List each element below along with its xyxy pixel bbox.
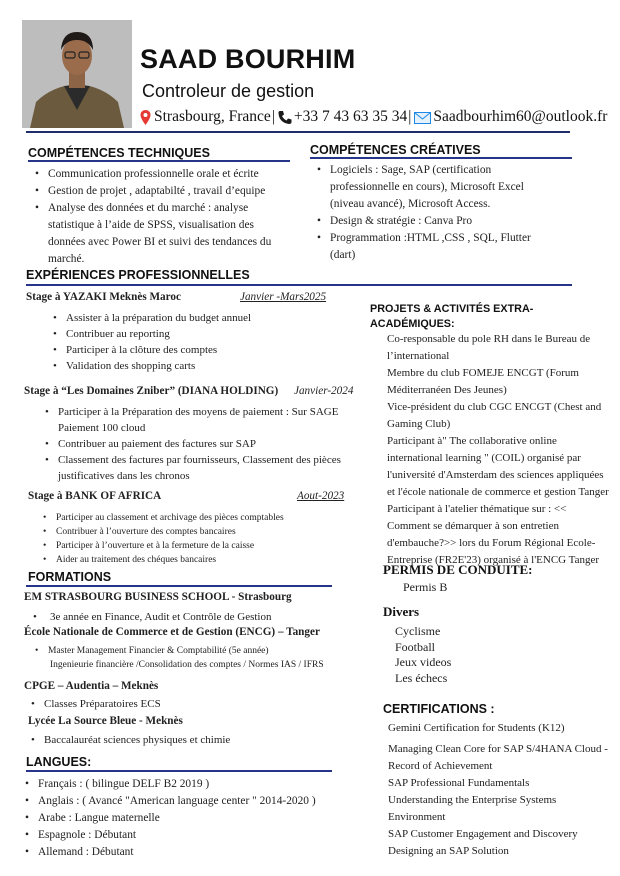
list-item: • Classes Préparatoires ECS (28, 696, 328, 712)
contact-line (140, 108, 607, 126)
stage-title-bank-of-africa: Stage à BANK OF AFRICA (28, 490, 162, 502)
formation-detail-encg: Ingenieurie financière /Consolidation des comptes / Normes IAS / IFRS (50, 660, 324, 670)
job-title: Controleur de gestion (142, 81, 315, 101)
stage-list-zniber (42, 404, 342, 484)
section-title-langues: LANGUES: (26, 755, 92, 769)
divers-item: Football (395, 639, 436, 654)
list-item: • Participer à l’ouverture et à la fermeture de la caisse (40, 539, 340, 553)
competences-techniques-list (32, 166, 282, 268)
list-item: • Espagnole : Débutant (22, 827, 362, 844)
list-item: • Français : ( bilingue DELF B2 2019 ) (22, 776, 362, 793)
divers-list (395, 624, 451, 686)
formation-list-lycee (28, 732, 328, 748)
projet-item: Co-responsable du pole RH dans le Bureau de l’international (387, 333, 591, 362)
section-underline (28, 160, 290, 162)
projets-list (387, 331, 609, 569)
phone-icon (277, 110, 293, 125)
section-title-projets-line2: ACADÉMIQUES: (370, 318, 455, 330)
list-item: • Classement des factures par fournisseurs, Classement des pièces justificatives dans les chronos (42, 452, 342, 484)
stage-list-bank-of-africa (40, 511, 340, 567)
formation-list-cpge (28, 696, 328, 712)
projet-item: Membre du club FOMEJE ENCGT (Forum Méditerranéen Des Jeunes) (387, 367, 579, 396)
langues-list (22, 776, 362, 861)
stage-date-bank-of-africa: Aout-2023 (297, 490, 345, 502)
divers-item: Cyclisme (395, 624, 441, 638)
list-item: • Analyse des données et du marché : analyse statistique à l’aide de SPSS, visualisation des données avec Power BI et suivi des tendances du marché. (32, 200, 282, 268)
divers-item: Jeux videos (395, 655, 452, 669)
certification-item: Understanding the Enterprise Systems Environment (388, 794, 557, 823)
list-item: • Design & stratégie : Canva Pro (314, 213, 554, 230)
list-item: • Validation des shopping carts (50, 358, 340, 374)
list-item: • Arabe : Langue maternelle (22, 810, 362, 827)
certification-item: Gemini Certification for Students (K12) (388, 722, 565, 734)
section-underline (26, 585, 332, 587)
section-title-permis: PERMIS DE CONDUITE: (383, 562, 533, 577)
list-item: • Anglais : ( Avancé "American language center " 2014-2020 ) (22, 793, 362, 810)
stage-title-yazaki: Stage à YAZAKI Meknès Maroc (26, 291, 181, 303)
location-pin-icon (140, 110, 151, 125)
formation-school-em-strasbourg: EM STRASBOURG BUSINESS SCHOOL - Strasbourg (24, 591, 292, 603)
list-item: • Master Management Financier & Comptabilité (5e année) (32, 644, 362, 658)
list-item: • Participer à la clôture des comptes (50, 342, 340, 358)
list-item: • Participer au classement et archivage des pièces comptables (40, 511, 340, 525)
separator: | (271, 108, 275, 125)
section-title-formations: FORMATIONS (28, 570, 112, 584)
candidate-name: SAAD BOURHIM (140, 44, 356, 74)
certification-item: Managing Clean Core for SAP S/4HANA Cloud - Record of Achievement (388, 743, 608, 772)
certification-item: SAP Customer Engagement and Discovery (388, 828, 578, 840)
list-item: • Allemand : Débutant (22, 844, 362, 861)
section-underline (26, 770, 332, 772)
list-item: • Communication professionnelle orale et écrite (32, 166, 282, 183)
section-title-competences-techniques: COMPÉTENCES TECHNIQUES (28, 146, 210, 160)
stage-date-yazaki: Janvier -Mars2025 (240, 291, 327, 303)
email-address[interactable]: Saadbourhim60@outlook.fr (433, 108, 608, 125)
section-title-projets: PROJETS & ACTIVITÉS EXTRA- (370, 303, 534, 315)
list-item: • Contribuer au reporting (50, 326, 340, 342)
divers-item: Les échecs (395, 670, 448, 685)
list-item: • Assister à la préparation du budget annuel (50, 310, 340, 326)
list-item: • Logiciels : Sage, SAP (certification professionnelle en cours), Microsoft Excel (niveau avancé), Microsoft Access. (314, 162, 554, 213)
section-title-certifications: CERTIFICATIONS : (383, 702, 495, 716)
formation-list-em-strasbourg (30, 609, 340, 625)
email-icon (414, 111, 431, 123)
list-item: • Participer à la Préparation des moyens de paiement : Sur SAGE Paiement 100 cloud (42, 404, 342, 436)
section-underline (310, 157, 572, 159)
permis-value: Permis B (403, 580, 448, 594)
list-item: • Aider au traitement des chéques bancaires (40, 553, 340, 567)
certification-item: SAP Professional Fundamentals (388, 777, 530, 789)
list-item: • 3e année en Finance, Audit et Contrôle de Gestion (30, 609, 340, 625)
projet-item: Vice-président du club CGC ENCGT (Chest and Gaming Club) (387, 401, 602, 430)
header-divider (26, 131, 570, 133)
separator: | (408, 108, 412, 125)
formation-school-cpge: CPGE – Audentia – Meknès (24, 680, 159, 692)
projet-item: Participant à l'atelier thématique sur : << Comment se démarquer à son entretien d'embauche?>> lors du Forum Régional Ecole- Entreprise (FR2E'23) organisé à l'ENCG Tanger (387, 503, 600, 566)
formation-school-lycee: Lycée La Source Bleue - Meknès (28, 715, 183, 727)
list-item: • Baccalauréat sciences physiques et chimie (28, 732, 328, 748)
formation-list-encg (32, 644, 362, 658)
stage-title-zniber: Stage à “Les Domaines Zniber” (DIANA HOLDING) (24, 385, 279, 397)
section-title-competences-creatives: COMPÉTENCES CRÉATIVES (310, 143, 481, 157)
certifications-list (388, 720, 613, 860)
certification-item: Designing an SAP Solution (388, 845, 509, 857)
stage-date-zniber: Janvier-2024 (294, 385, 354, 397)
formation-school-encg: École Nationale de Commerce et de Gestion (ENCG) – Tanger (24, 626, 320, 638)
list-item: • Gestion de projet , adaptabilté , travail d’equipe (32, 183, 282, 200)
section-title-divers: Divers (383, 604, 420, 619)
location-text: Strasbourg, France (154, 108, 271, 125)
stage-list-yazaki (50, 310, 340, 374)
competences-creatives-list (314, 162, 554, 264)
section-title-experiences: EXPÉRIENCES PROFESSIONNELLES (26, 268, 250, 282)
list-item: • Contribuer à l’ouverture des comptes bancaires (40, 525, 340, 539)
list-item: • Contribuer au paiement des factures sur SAP (42, 436, 342, 452)
projet-item: Participant à" The collaborative online international learning " (COIL) organisé par l'université d'Amsterdam des sciences appliquées et l'école nationale de commerce et gestion Tanger (387, 435, 609, 498)
phone-number[interactable]: +33 7 43 63 35 34 (293, 108, 408, 125)
list-item: • Programmation :HTML ,CSS , SQL, Flutter (dart) (314, 230, 554, 264)
profile-photo (22, 20, 132, 128)
section-underline (26, 284, 572, 286)
